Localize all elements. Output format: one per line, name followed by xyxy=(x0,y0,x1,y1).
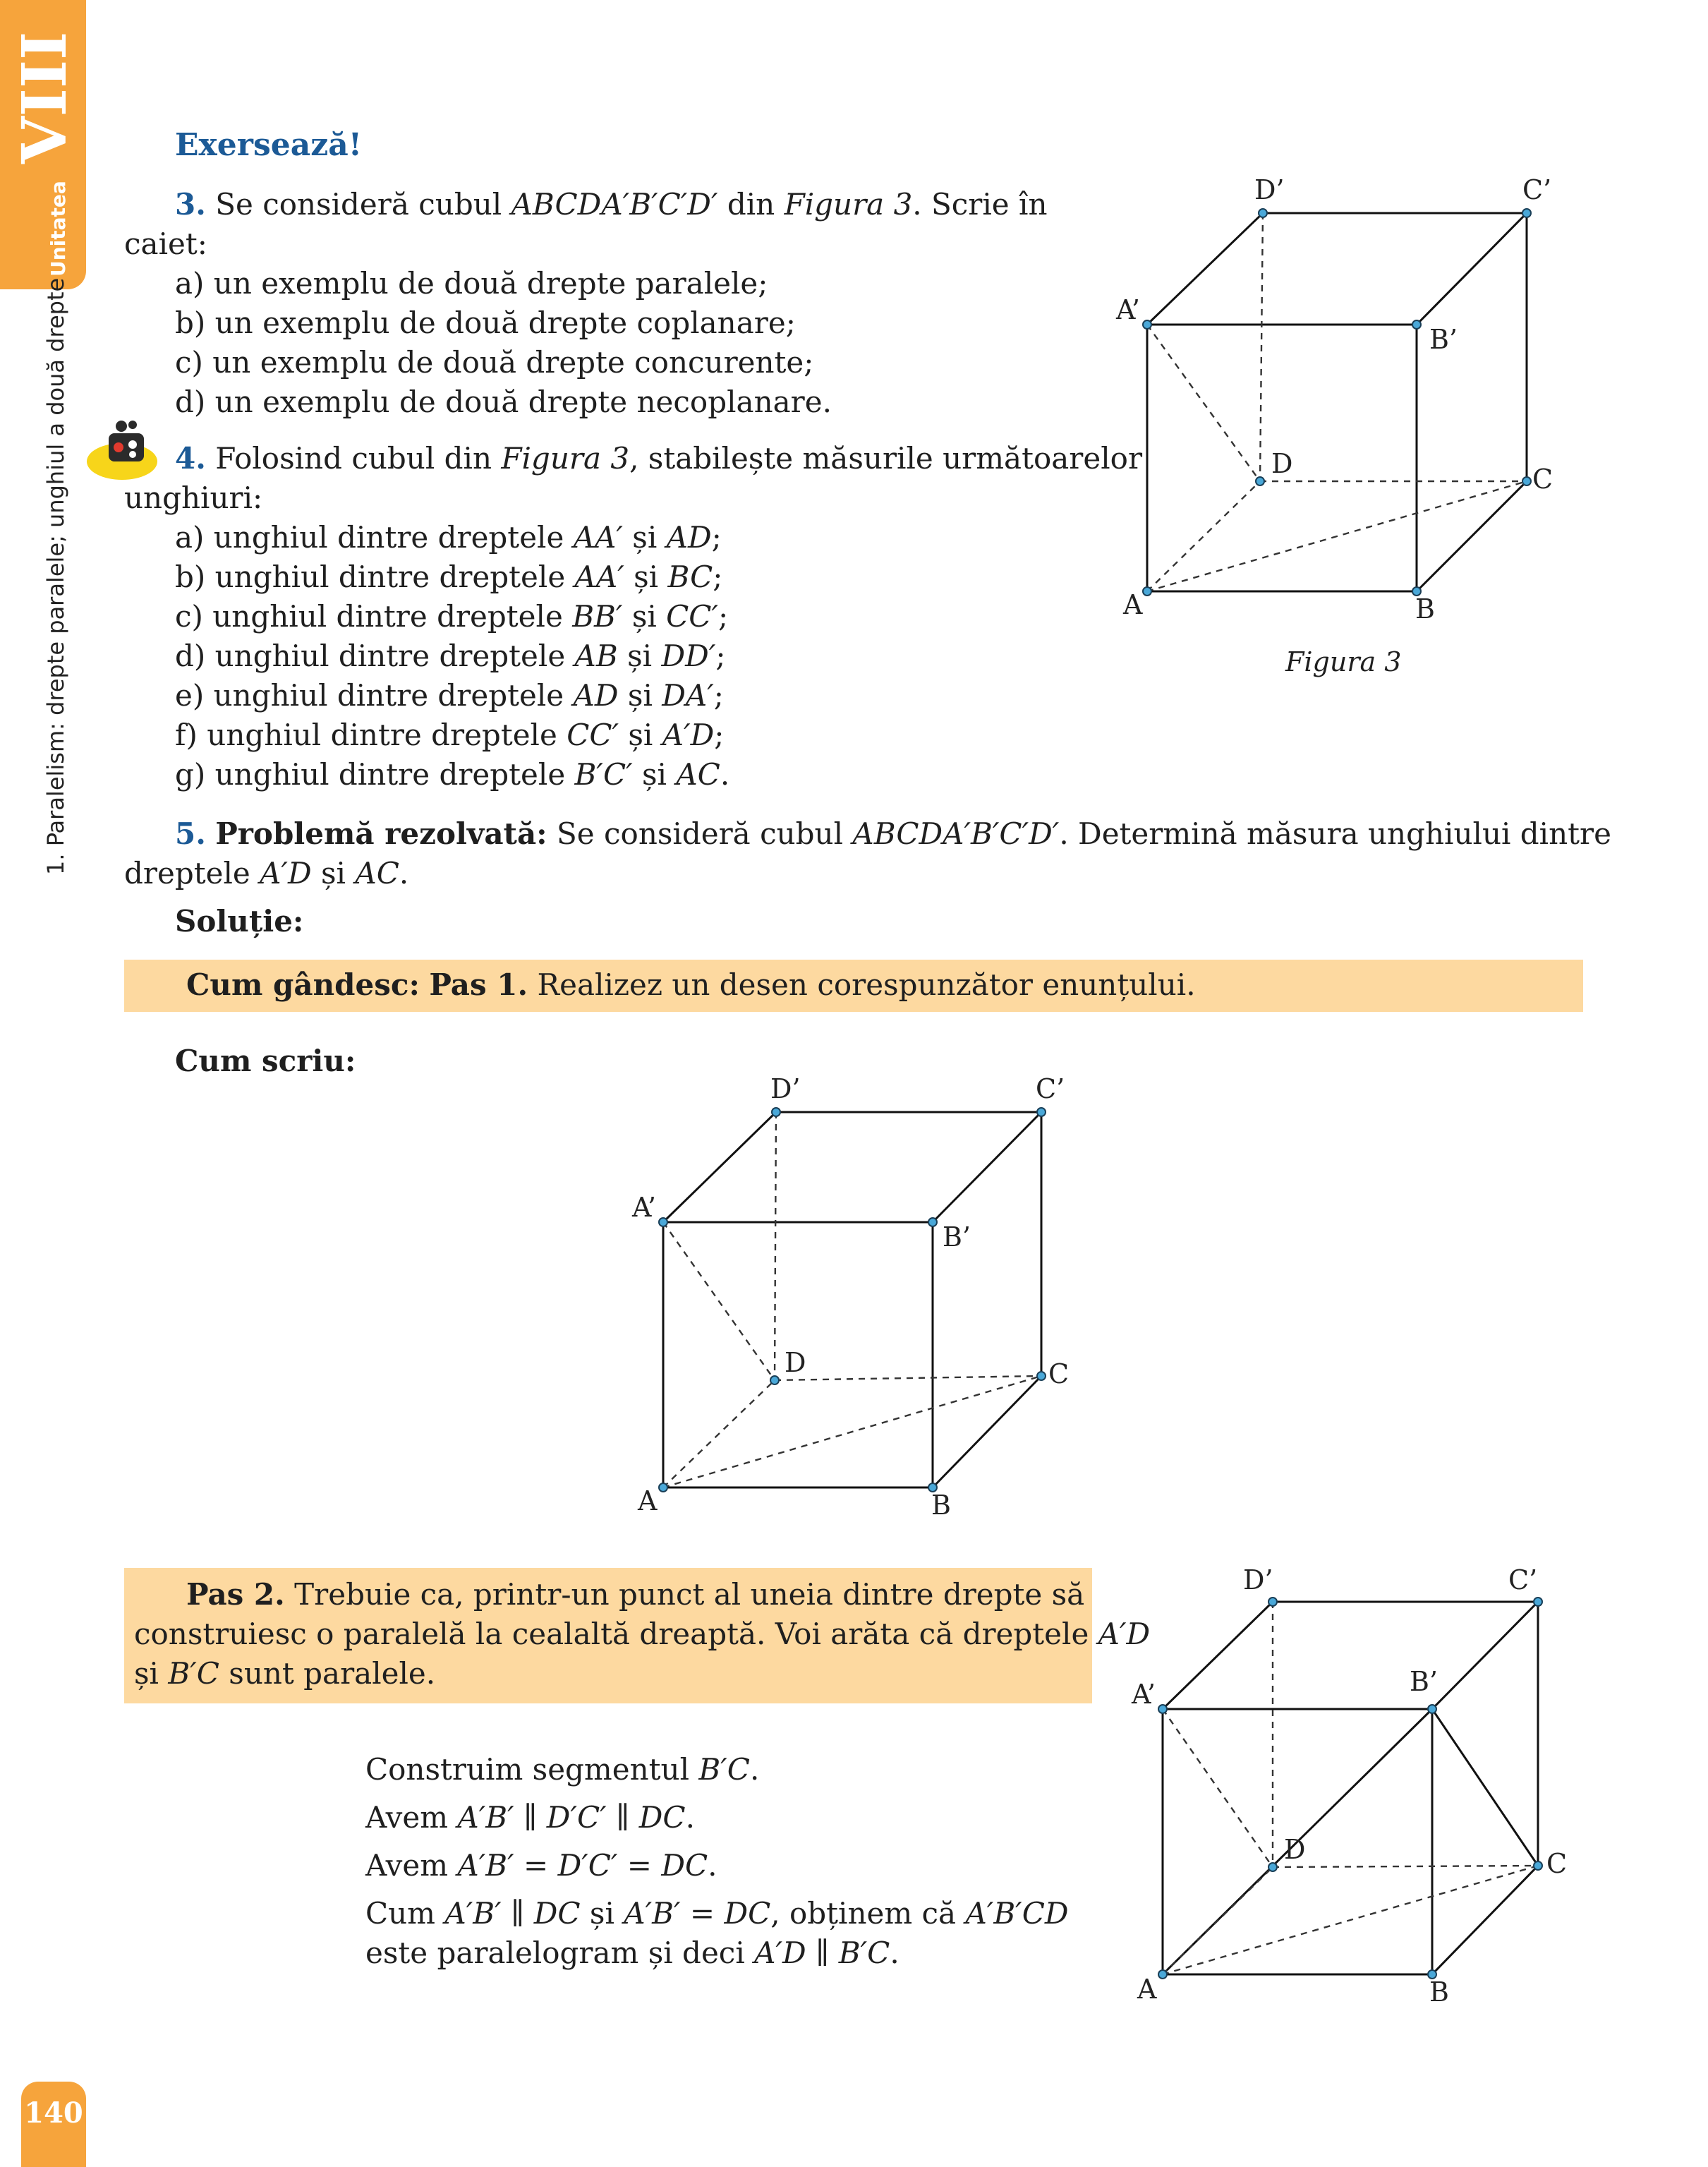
chapter-title: 1. Paralelism: drepte paralele; unghiul a două drepte xyxy=(42,277,69,875)
list-item: a) unghiul dintre dreptele AA′ și AD; xyxy=(175,520,722,555)
write-label: Cum scriu: xyxy=(175,1044,356,1078)
hidden-edge xyxy=(775,1376,1041,1380)
point-Cp xyxy=(1534,1598,1542,1606)
list-item: a) un exemplu de două drepte paralele; xyxy=(175,266,768,301)
ex4-intro-line2: unghiuri: xyxy=(124,481,263,515)
label-D: D xyxy=(1284,1834,1306,1865)
step2-line1: Pas 2. Trebuie ca, printr-un punct al uneia dintre drepte să xyxy=(186,1577,1085,1612)
proof-line: Cum A′B′ ∥ DC și A′B′ = DC, obținem că A′B′CD xyxy=(365,1896,1069,1931)
section-heading: Exersează! xyxy=(175,127,363,163)
list-item: d) un exemplu de două drepte necoplanare. xyxy=(175,385,832,419)
label-C: C xyxy=(1048,1358,1070,1389)
label-C: C xyxy=(1546,1848,1568,1879)
label-Ap: A’ xyxy=(1116,294,1140,325)
proof-line: Construim segmentul B′C. xyxy=(365,1752,760,1787)
cube-edge xyxy=(1163,1602,1538,1866)
label-Dp: D’ xyxy=(1243,1564,1273,1595)
label-A: A xyxy=(1137,1974,1157,2005)
ex3-intro-line2: caiet: xyxy=(124,227,207,261)
point-Dp xyxy=(1259,209,1267,217)
figure-3-cube xyxy=(1101,162,1594,699)
label-B: B xyxy=(1415,593,1435,624)
page-number: 140 xyxy=(21,2082,86,2167)
point-Cp xyxy=(1037,1108,1046,1116)
label-Ap: A’ xyxy=(1132,1679,1156,1710)
cube-edge xyxy=(1147,213,1527,481)
hidden-edge xyxy=(1147,481,1260,591)
point-Ap xyxy=(1143,320,1151,329)
cube-edge xyxy=(933,1112,1041,1222)
label-Dp: D’ xyxy=(770,1073,801,1104)
point-Dp xyxy=(772,1108,780,1116)
label-A: A xyxy=(1123,589,1143,620)
cube-edge xyxy=(1432,1602,1538,1709)
point-C xyxy=(1534,1861,1542,1870)
point-C xyxy=(1037,1372,1046,1380)
label-Bp: B’ xyxy=(1429,324,1458,355)
diagonal-AC xyxy=(663,1376,1041,1487)
proof-line: Avem A′B′ ∥ D′C′ ∥ DC. xyxy=(365,1800,695,1835)
solution-cube xyxy=(621,1058,1115,1538)
diagonal-A1D xyxy=(663,1222,775,1380)
list-item: f) unghiul dintre dreptele CC′ și A′D; xyxy=(175,718,725,752)
label-Cp: C’ xyxy=(1508,1564,1538,1595)
label-B: B xyxy=(931,1490,951,1521)
point-D xyxy=(1268,1863,1277,1871)
point-C xyxy=(1522,477,1531,485)
list-item: e) unghiul dintre dreptele AD și DA′; xyxy=(175,678,724,713)
ex5-statement: 5. Problemă rezolvată: Se consideră cubul ABCDA′B′C′D′. Determină măsura unghiului dintre xyxy=(175,816,1611,851)
point-A xyxy=(659,1483,667,1492)
step2-line3: și B′C sunt paralele. xyxy=(134,1656,436,1691)
label-Bp: B’ xyxy=(943,1221,971,1252)
point-Ap xyxy=(659,1218,667,1226)
step2-line2: construiesc o paralelă la cealaltă dreaptă. Voi arăta că dreptele A′D xyxy=(134,1617,1151,1651)
label-A: A xyxy=(638,1485,658,1516)
parallelogram-cube xyxy=(1115,1552,1609,2018)
diagonal-A1D xyxy=(1147,325,1260,481)
hidden-edge xyxy=(775,1112,776,1380)
point-Bp xyxy=(1428,1705,1436,1713)
label-Cp: C’ xyxy=(1522,174,1552,205)
point-Cp xyxy=(1522,209,1531,217)
cube-edge xyxy=(663,1112,1041,1376)
step1-text: Cum gândesc: Pas 1. Realizez un desen corespunzător enunțului. xyxy=(186,967,1196,1002)
point-D xyxy=(1256,477,1264,485)
point-A xyxy=(1158,1970,1167,1979)
unit-sidebar xyxy=(0,0,86,289)
proof-line: Avem A′B′ = D′C′ = DC. xyxy=(365,1848,717,1883)
game-controller-icon xyxy=(83,415,161,483)
point-Bp xyxy=(1412,320,1421,329)
hidden-edge xyxy=(1260,213,1263,481)
unit-roman: VIII xyxy=(9,31,80,164)
cube-edge xyxy=(1432,1866,1538,1974)
ex5-statement-line2: dreptele A′D și AC. xyxy=(124,856,409,891)
point-Dp xyxy=(1268,1598,1277,1606)
ex4-intro: 4. Folosind cubul din Figura 3, stabilește măsurile următoarelor xyxy=(175,441,1143,476)
diagonal-A1D xyxy=(1163,1709,1273,1867)
label-D: D xyxy=(785,1347,806,1378)
hidden-edge xyxy=(1273,1866,1538,1867)
label-Cp: C’ xyxy=(1036,1073,1065,1104)
point-Bp xyxy=(928,1218,937,1226)
point-D xyxy=(770,1376,779,1384)
unit-label: Unitatea xyxy=(47,181,70,277)
label-D: D xyxy=(1271,448,1293,479)
diagonal-AC xyxy=(1147,481,1527,591)
label-Bp: B’ xyxy=(1410,1666,1439,1697)
point-Ap xyxy=(1158,1705,1167,1713)
hidden-edge xyxy=(663,1380,775,1487)
list-item: b) unghiul dintre dreptele AA′ și BC; xyxy=(175,560,723,594)
figure-3-caption: Figura 3 xyxy=(1285,646,1402,677)
list-item: g) unghiul dintre dreptele B′C′ și AC. xyxy=(175,757,730,792)
label-C: C xyxy=(1532,464,1553,495)
point-A xyxy=(1143,587,1151,596)
label-Dp: D’ xyxy=(1254,174,1285,205)
solution-label: Soluție: xyxy=(175,904,304,938)
label-B: B xyxy=(1429,1976,1449,2008)
list-item: d) unghiul dintre dreptele AB și DD′; xyxy=(175,639,726,673)
ex3-intro: 3. Se consideră cubul ABCDA′B′C′D′ din Figura 3. Scrie în xyxy=(175,187,1048,222)
list-item: b) un exemplu de două drepte coplanare; xyxy=(175,306,796,340)
list-item: c) un exemplu de două drepte concurente; xyxy=(175,345,814,380)
label-Ap: A’ xyxy=(632,1192,656,1223)
cube-edge xyxy=(1417,213,1527,325)
proof-line: este paralelogram și deci A′D ∥ B′C. xyxy=(365,1936,900,1970)
segment-BpC xyxy=(1432,1709,1538,1866)
list-item: c) unghiul dintre dreptele BB′ și CC′; xyxy=(175,599,729,634)
